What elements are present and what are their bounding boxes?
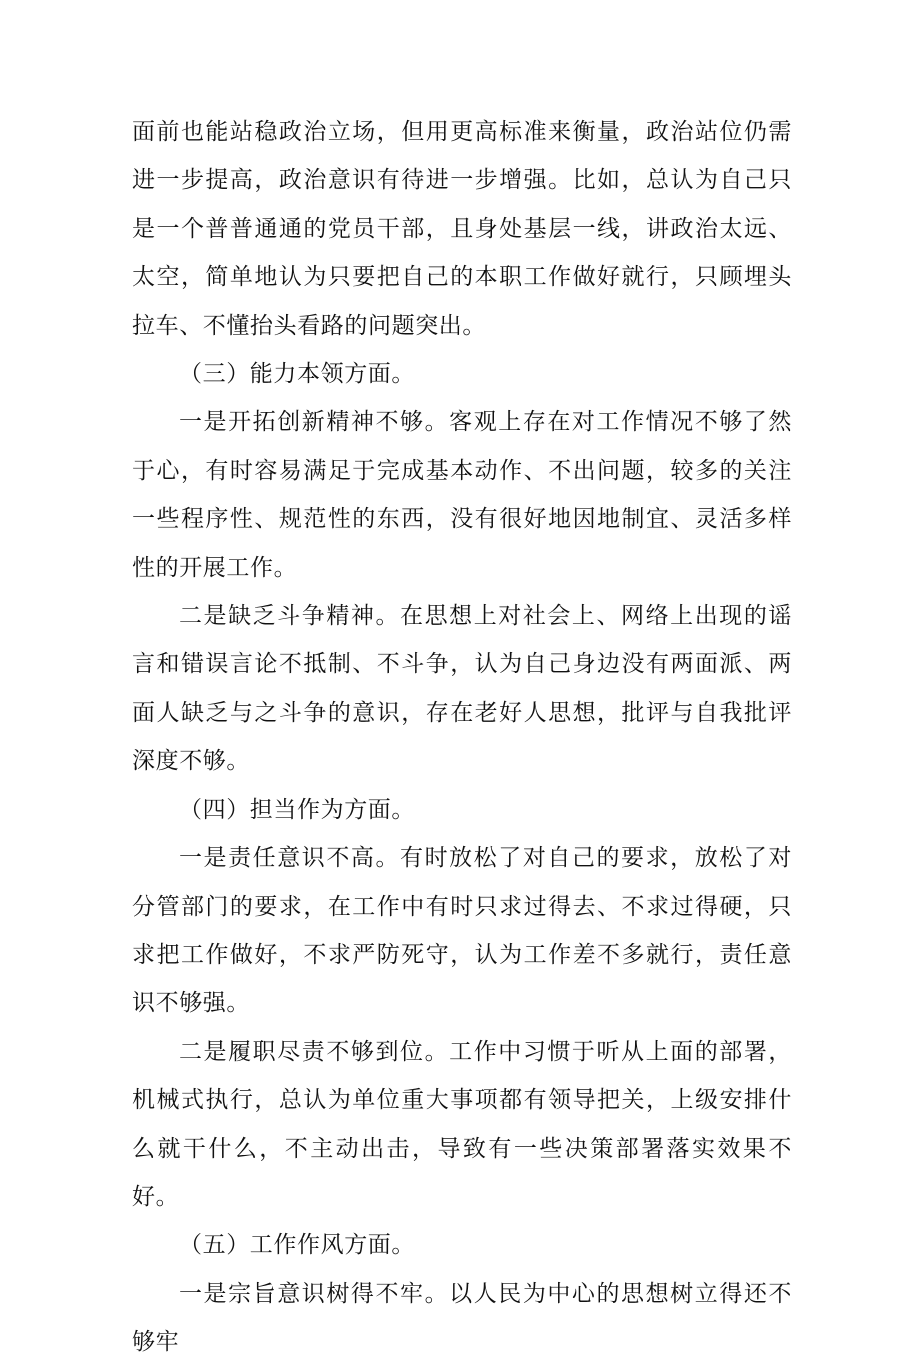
paragraph: 二是缺乏斗争精神。在思想上对社会上、网络上出现的谣言和错误言论不抵制、不斗争，认为自己身边没有两面派、两面人缺乏与之斗争的意识，存在老好人思想，批评与自我批评深度不够。	[132, 603, 792, 775]
paragraph: 二是履职尽责不够到位。工作中习惯于听从上面的部署，机械式执行，总认为单位重大事项都有领导把关，上级安排什么就干什么，不主动出击，导致有一些决策部署落实效果不好。	[132, 1038, 792, 1210]
section-heading-5: （五）工作作风方面。	[179, 1232, 415, 1259]
paragraph: 一是责任意识不高。有时放松了对自己的要求，放松了对分管部门的要求，在工作中有时只求过得去、不求过得硬，只求把工作做好，不求严防死守，认为工作差不多就行，责任意识不够强。	[132, 845, 792, 1017]
paragraph: 一是宗旨意识树得不牢。以人民为中心的思想树立得还不够牢	[132, 1280, 792, 1356]
document-body	[132, 108, 792, 1367]
paragraph-continuation: 面前也能站稳政治立场，但用更高标准来衡量，政治站位仍需进一步提高，政治意识有待进一步增强。比如，总认为自己只是一个普普通通的党员干部，且身处基层一线，讲政治太远、太空，简单地认为只要把自己的本职工作做好就行，只顾埋头拉车、不懂抬头看路的问题突出。	[132, 119, 792, 339]
paragraph: 一是开拓创新精神不够。客观上存在对工作情况不够了然于心，有时容易满足于完成基本动作、不出问题，较多的关注一些程序性、规范性的东西，没有很好地因地制宜、灵活多样性的开展工作。	[132, 409, 792, 581]
section-heading-4: （四）担当作为方面。	[179, 796, 415, 823]
section-heading-3: （三）能力本领方面。	[179, 361, 415, 388]
